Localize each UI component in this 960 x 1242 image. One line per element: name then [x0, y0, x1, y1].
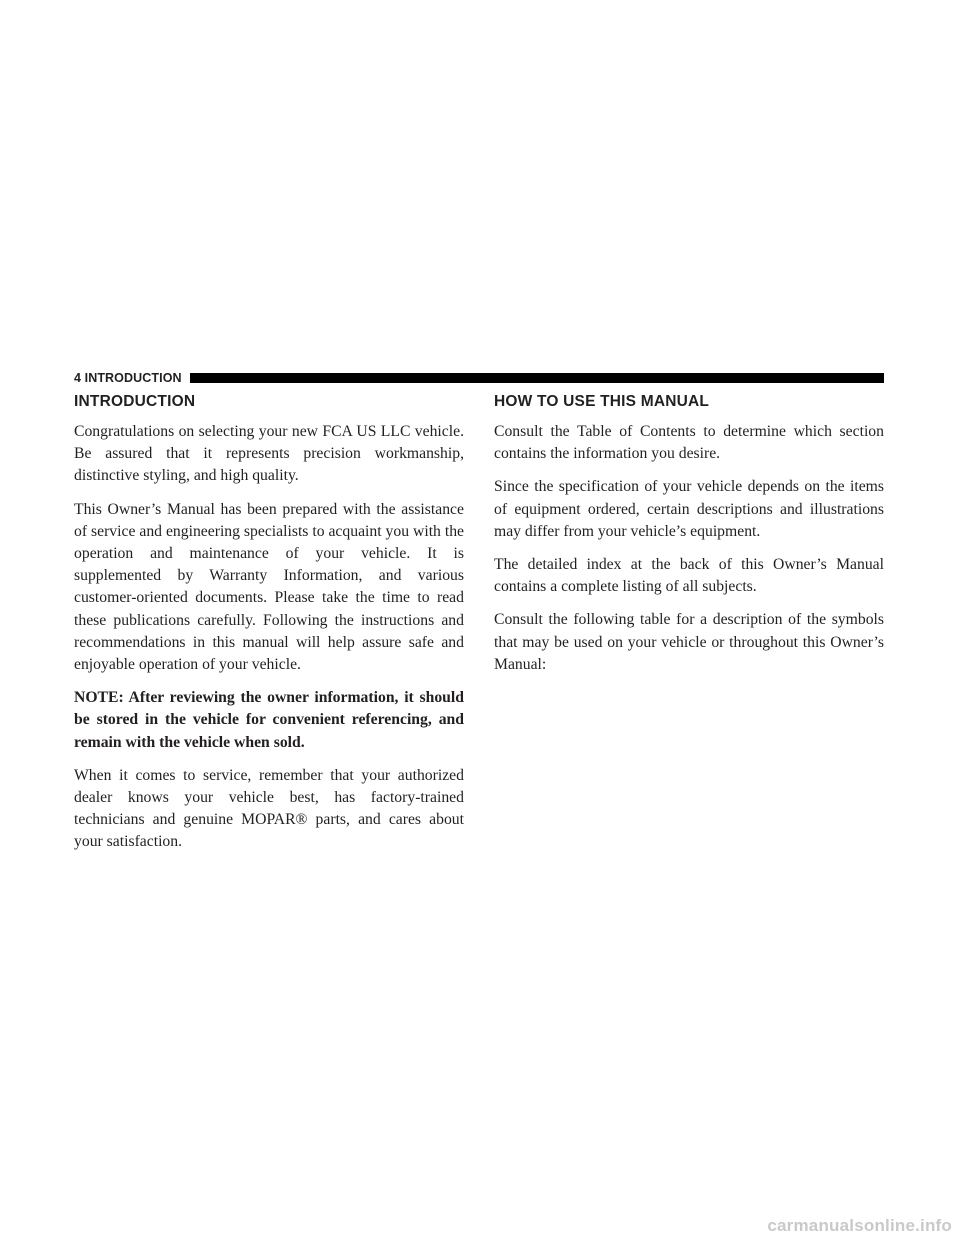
header-rule — [190, 373, 884, 383]
paragraph: Congratulations on selecting your new FCA US LLC vehicle. Be assured that it represents precision workmanship, distinctive styling, and high quality. — [74, 423, 464, 485]
note-paragraph: NOTE: After reviewing the owner information, it should be stored in the vehicle for convenient referencing, and remain with the vehicle when sold. — [74, 689, 464, 751]
paragraph: Consult the following table for a description of the symbols that may be used on your vehicle or throughout this Owner’s Manual: — [494, 611, 884, 673]
right-column — [494, 392, 884, 687]
paragraph: This Owner’s Manual has been prepared with the assistance of service and engineering specialists to acquaint you with the operation and maintenance of your vehicle. It is supplemented by Warranty Information, and various customer-oriented documents. Please take the time to read these publications carefully. Following the instructions and recommendations in this manual will help assure safe and enjoyable operation of your vehicle. — [74, 500, 464, 674]
paragraph: The detailed index at the back of this Owner’s Manual contains a complete listing of all subjects. — [494, 556, 884, 596]
running-header — [74, 371, 884, 385]
paragraph: Consult the Table of Contents to determine which section contains the information you desire. — [494, 423, 884, 463]
left-column — [74, 392, 464, 865]
paragraph: Since the specification of your vehicle depends on the items of equipment ordered, certain descriptions and illustrations may differ from your vehicle’s equipment. — [494, 478, 884, 540]
section-title-introduction: INTRODUCTION — [74, 393, 196, 410]
page-number-section-label: 4 INTRODUCTION — [74, 371, 182, 385]
watermark: carmanualsonline.info — [767, 1216, 952, 1235]
section-title-how-to-use: HOW TO USE THIS MANUAL — [494, 393, 710, 410]
paragraph: When it comes to service, remember that your authorized dealer knows your vehicle best, has factory-trained technicians and genuine MOPAR® parts, and cares about your satisfaction. — [74, 766, 464, 851]
